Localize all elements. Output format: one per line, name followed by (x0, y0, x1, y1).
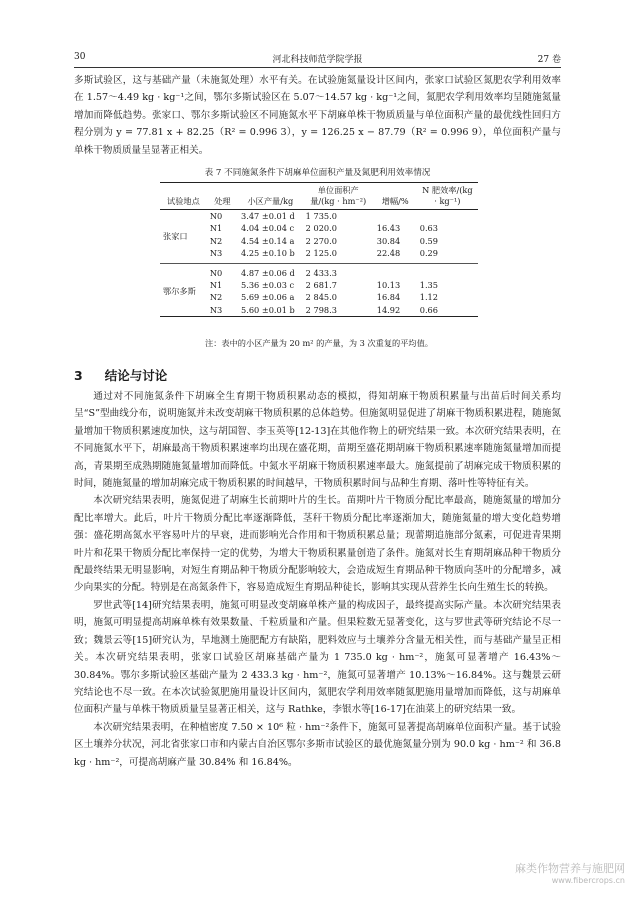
treatment-cell: N1 (209, 223, 223, 234)
table-row (160, 210, 478, 223)
page-number: 30 (74, 52, 86, 62)
plot-yield-cell: 3.47 ±0.01 d (241, 211, 295, 221)
area-yield-cell: 2 020.0 (305, 223, 337, 234)
paragraph-2: 本次研究结果表明，施氮促进了胡麻生长前期叶片的生长。苗期叶片干物质分配比率最高，随施氮量的增加分配比率增大。此后，叶片干物质分配比率逐渐降低，茎秆干物质分配比率逐渐加大，随施氮量的增大变化趋势增强：盛花期高氮水平容易叶片的早衰，进而影响光合作用和干物质积累总量；现蕾期追施部分氮素，可促进青果期叶片和花果干物质分配比率保持一定的优势，为增大干物质积累量创造了条件。施氮对长生育期胡麻品种干物质分配最终结果无明显影响，对短生育期品种干物质分配影响较大，会造成短生育期品种干物质向茎叶的分配增多，减少向果实的分配。特别是在高氮条件下，容易造成短生育期品种徒长，影响其实现从营养生长向生殖生长的转换。 (74, 495, 561, 594)
table-row (160, 235, 478, 247)
treatment-cell: N0 (209, 211, 223, 221)
efficiency-cell: 0.66 (419, 304, 438, 315)
section-number: 3 (74, 368, 83, 383)
treatment-cell: N3 (209, 304, 223, 315)
plot-yield-cell: 4.25 ±0.10 b (241, 248, 295, 259)
increase-cell: 16.84 (376, 292, 401, 303)
paragraph-3: 罗世武等[14]研究结果表明，施氮可明显改变胡麻单株产量的构成因子，最终提高实际产量。本次研究结果表明，施氮可明显提高胡麻单株有效果数量、千粒质量和产量。但果粒数无显著变化，这与罗世武等研究结论不尽一致；魏景云等[15]研究认为，旱地测土施肥配方有缺陷，肥料效应与土壤养分含量无相关性，而与基础产量呈正相关。本次研究结果表明，张家口试验区胡麻基础产量为 1 735.0 kg · hm⁻²，施氮可显著增产 16.43%～30.84%。鄂尔多斯试验区基础产量为 2 433.3 kg · hm⁻²，施氮可显著增产 10.13%～16.84%。这与魏景云研究结论也不尽一致。在本次试验氮肥施用量设计区间内，氮肥农学利用效率随氮肥施用量增加而降低，这与胡麻单位面积产量与单株干物质质量呈显著正相关，这与 Rathke，李银水等[16-17]在油菜上的研究结果一致。 (74, 599, 561, 716)
efficiency-cell (417, 210, 478, 223)
watermark (515, 860, 625, 885)
efficiency-cell: 0.63 (419, 223, 438, 234)
treatment-cell: N2 (209, 292, 223, 303)
table-caption: 表 7 不同施氮条件下胡麻单位面积产量及氮肥利用效率情况 (204, 168, 431, 178)
plot-yield-cell: 5.69 ±0.06 a (241, 292, 295, 303)
watermark-line2: www.fibercrops.cn (551, 876, 625, 885)
table-row (160, 291, 478, 303)
increase-cell (374, 210, 417, 223)
efficiency-cell: 0.59 (419, 235, 438, 246)
plot-yield-cell: 4.04 ±0.04 c (241, 223, 295, 234)
watermark-line1: 麻类作物营养与施肥网 (515, 862, 625, 875)
treatment-cell: N0 (207, 263, 238, 279)
increase-cell: 10.13 (376, 280, 401, 291)
table-row (160, 279, 478, 291)
header-site: 试验地点 (167, 196, 200, 206)
discussion-body (74, 388, 561, 771)
group-ordos (160, 263, 478, 317)
area-yield-cell: 2 798.3 (305, 304, 337, 315)
header-rule (74, 67, 561, 68)
increase-cell: 30.84 (376, 235, 401, 246)
header-plot-yield: 小区产量/kg (247, 196, 294, 206)
treatment-cell: N1 (209, 280, 223, 291)
plot-yield-cell: 4.87 ±0.06 d (238, 263, 303, 279)
efficiency-cell (417, 263, 478, 279)
area-yield-cell: 2 433.3 (303, 263, 374, 279)
paragraph-text: 多斯试验区，这与基础产量（未施氮处理）水平有关。在试验施氮量设计区间内，张家口试验区氮肥农学利用效率在 1.57～4.49 kg · kg⁻¹之间，鄂尔多斯试验区在 5.07～14.57 kg · kg⁻¹之间，氮肥农学利用效率均呈随施氮量增加而降低趋势。张家口、鄂尔多斯试验区不同施氮水平下胡麻单株干物质质量与单位面积产量的最优线性回归方程分别为 y = 77.81 x + 82.25（R² = 0.996 3），y = 126.25 x − 87.79（R² = 0.996 9），单位面积产量与单株干物质质量呈显著正相关。 (74, 75, 561, 156)
group-zhangjiakou (160, 210, 478, 264)
efficiency-cell: 1.12 (419, 292, 438, 303)
paragraph-4: 本次研究结果表明，在种植密度 7.50 × 10⁶ 粒 · hm⁻²条件下，施氮可显著提高胡麻单位面积产量。基于试验区土壤养分状况，河北省张家口市和内蒙古自治区鄂尔多斯市试验区的最优施氮量分别为 90.0 kg · hm⁻² 和 36.8 kg · hm⁻²，可提高胡麻产量 30.84% 和 16.84%。 (74, 721, 561, 768)
treatment-cell: N2 (209, 235, 223, 246)
header-efficiency: N 肥效率/(kg · kg⁻¹) (422, 185, 473, 206)
table-row (160, 263, 478, 279)
area-yield-cell: 2 681.7 (305, 280, 337, 291)
area-yield-cell: 1 735.0 (305, 211, 337, 221)
increase-cell: 14.92 (376, 304, 401, 315)
table-7 (160, 182, 478, 317)
area-yield-cell: 2 270.0 (305, 235, 337, 246)
journal-title: 河北科技师范学院学报 (272, 55, 363, 65)
efficiency-cell: 0.29 (419, 248, 438, 259)
table-note: 注：表中的小区产量为 20 m² 的产量，为 3 次重复的平均值。 (205, 338, 433, 348)
table-header-row (160, 183, 478, 210)
volume-label: 27 卷 (537, 55, 561, 65)
increase-cell: 22.48 (376, 248, 401, 259)
treatment-cell: N3 (209, 248, 223, 259)
area-yield-cell: 2 845.0 (305, 292, 337, 303)
increase-cell: 16.43 (376, 223, 401, 234)
table-row (160, 247, 478, 263)
table-row (160, 222, 478, 234)
efficiency-cell: 1.35 (419, 280, 438, 291)
section-heading (74, 366, 167, 384)
increase-cell (374, 263, 417, 279)
header-treatment: 处理 (214, 196, 231, 206)
plot-yield-cell: 4.54 ±0.14 a (241, 235, 295, 246)
page-header (74, 52, 561, 68)
header-area-yield: 单位面积产量/(kg · hm⁻²) (310, 185, 367, 206)
area-yield-cell: 2 125.0 (305, 248, 337, 259)
plot-yield-cell: 5.60 ±0.01 b (241, 304, 295, 315)
top-paragraph (74, 72, 561, 159)
table-row (160, 304, 478, 317)
site-cell: 张家口 (163, 231, 188, 242)
section-title: 结论与讨论 (104, 368, 168, 383)
header-increase: 增幅/% (381, 196, 409, 206)
paragraph-1: 通过对不同施氮条件下胡麻全生育期干物质积累动态的模拟，得知胡麻干物质积累量与出苗后时间关系均呈“S”型曲线分布，说明施氮并未改变胡麻干物质积累的总体趋势。但施氮明显促进了胡麻干物质积累进程，随施氮量增加干物质积累速度加快，这与胡国智、李玉英等[12-13]在其他作物上的研究结果一致。本次研究结果表明，在不同施氮水平下，胡麻最高干物质积累速率均出现在盛花期，苗期至盛花期胡麻干物质积累速率随施氮量增加而提高，青果期至成熟期随施氮量增加而降低。中氮水平胡麻干物质积累速率最大。施氮提前了胡麻完成干物质积累的时间，随施氮量的增加胡麻完成干物质积累的时间越早，干物质积累时间与品种生育期、落叶性等特征有关。 (74, 391, 561, 490)
plot-yield-cell: 5.36 ±0.03 c (241, 280, 295, 291)
site-cell: 鄂尔多斯 (160, 263, 207, 317)
